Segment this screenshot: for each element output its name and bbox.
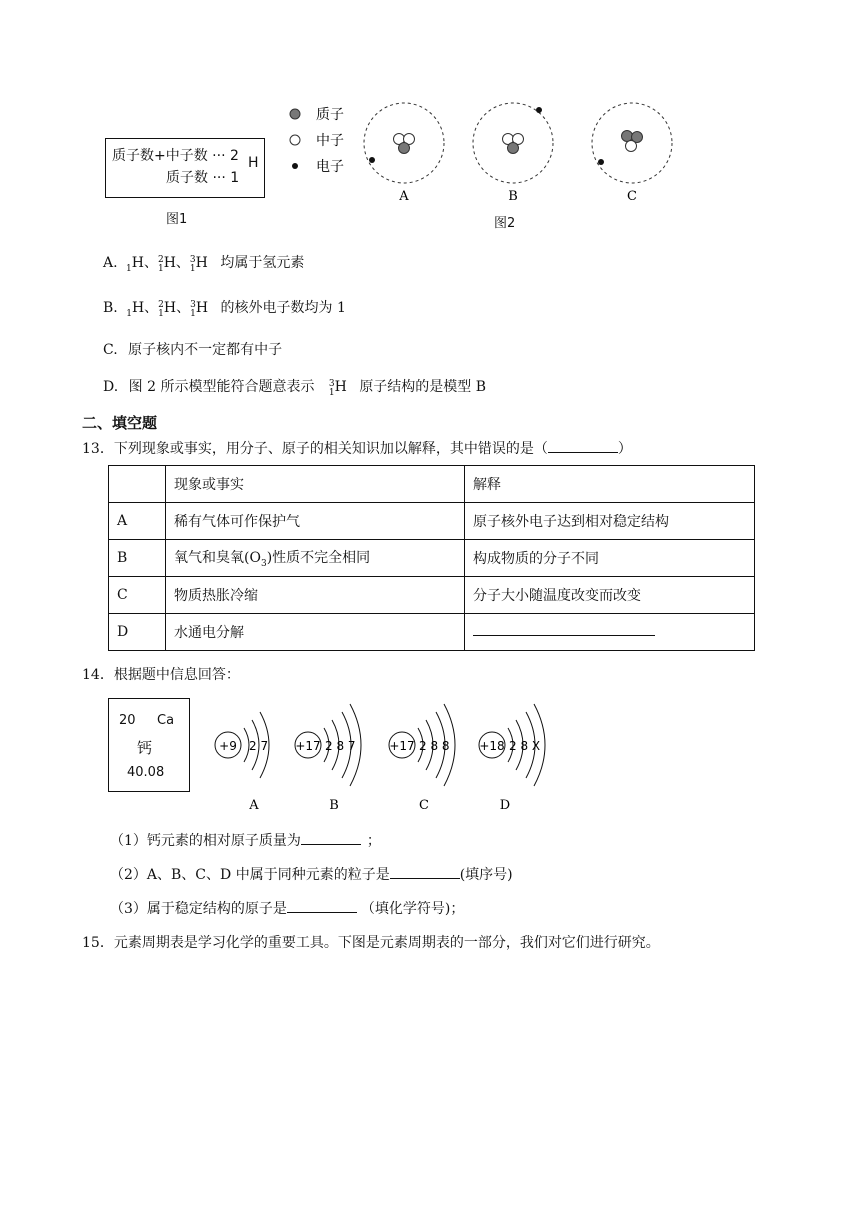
table-header-cell: [109, 466, 166, 503]
electron-legend-icon: [292, 163, 298, 169]
atomic-structures: [200, 690, 580, 810]
option-a-text: 均属于氢元素: [220, 255, 305, 271]
row-id: B: [109, 540, 166, 577]
answer-blank-14-1[interactable]: [301, 844, 361, 845]
answer-blank-13[interactable]: [548, 452, 618, 453]
structure-label-d: D: [499, 798, 511, 810]
element-card: [108, 698, 190, 792]
shell-electrons: 2 8 X: [509, 739, 541, 753]
figure-1-caption: 图1: [166, 212, 188, 227]
structure-c: [389, 704, 455, 810]
nucleus-charge: +9: [219, 739, 237, 753]
isotope-number: 1: [126, 309, 132, 319]
isotope-symbol: H: [131, 255, 144, 271]
isotope-number: 1: [189, 264, 196, 274]
nucleus-charge: +17: [295, 739, 321, 753]
atom-model-c: [592, 103, 672, 204]
row-id: A: [109, 503, 166, 540]
figure-1-symbol: H: [248, 155, 259, 171]
part-2-text: （2）A、B、C、D 中属于同种元素的粒子是: [110, 867, 390, 883]
separator: 、: [144, 300, 159, 316]
question-14-stem: 14．根据题中信息回答：: [82, 667, 240, 683]
option-c: [103, 339, 282, 359]
isotope-number: 1: [157, 264, 164, 274]
isotope-symbol: H: [163, 300, 177, 316]
atom-model-b: [473, 103, 553, 204]
question-14-part-3: [110, 898, 464, 918]
atomic-number: 20: [119, 713, 136, 728]
isotope-number: 1: [190, 309, 196, 319]
isotope-number: 1: [126, 264, 132, 274]
isotope-list: [126, 252, 208, 274]
option-b: [103, 297, 346, 319]
shell-electrons: 2 7: [249, 739, 269, 753]
shell-electrons: 2 8 8: [419, 739, 450, 753]
isotope-mass: 2: [158, 300, 164, 310]
element-symbol: Ca: [157, 713, 175, 728]
separator: 、: [175, 255, 190, 271]
table-header-cell: 现象或事实: [166, 466, 465, 503]
element-name: 钙: [137, 739, 153, 757]
row-fact: 稀有气体可作保护气: [166, 503, 465, 540]
part-1-end: ；: [366, 833, 381, 849]
table-row: [109, 577, 755, 614]
atom-model-a: [364, 103, 444, 204]
proton-legend-icon: [290, 109, 300, 119]
part-3-text: （3）属于稳定结构的原子是: [110, 901, 287, 917]
option-b-letter: B.: [103, 300, 118, 316]
isotope-symbol: H: [163, 255, 176, 271]
legend-proton-label: 质子: [316, 107, 344, 123]
structure-label-a: A: [249, 798, 259, 810]
figure-1: [105, 138, 265, 198]
row-explain: [465, 614, 755, 651]
question-15-stem: 15．元素周期表是学习化学的重要工具。下图是元素周期表的一部分，我们对它们进行研究。: [82, 935, 660, 951]
option-a-letter: A.: [103, 255, 118, 271]
separator: 、: [176, 300, 191, 316]
option-d: [103, 376, 486, 398]
option-d-letter: D.: [103, 379, 119, 395]
question-13-table: [108, 465, 755, 651]
row-fact: 水通电分解: [166, 614, 465, 651]
row-fact: [166, 540, 465, 577]
section-heading: 二、填空题: [82, 414, 158, 432]
fact-subscript: 3: [260, 558, 267, 569]
isotope-list: [126, 297, 208, 319]
table-header-cell: 解释: [465, 466, 755, 503]
atom-label-b: B: [508, 189, 518, 204]
row-id: C: [109, 577, 166, 614]
legend: [290, 107, 344, 175]
structure-label-b: B: [329, 798, 339, 810]
table-row: [109, 503, 755, 540]
part-3-end: （填化学符号)；: [360, 901, 465, 917]
isotope-symbol: H: [195, 300, 209, 316]
isotope-number: 1: [158, 309, 164, 319]
atom-label-a: A: [399, 189, 409, 204]
row-fact: 物质热胀冷缩: [166, 577, 465, 614]
row-id: D: [109, 614, 166, 651]
option-d-pre: 图 2 所示模型能符合题意表示: [128, 379, 315, 395]
answer-blank-13d[interactable]: [473, 635, 655, 636]
legend-electron-label: 电子: [316, 159, 344, 175]
atom-label-c: C: [627, 189, 637, 204]
option-d-post: 原子结构的是模型 B: [359, 379, 487, 395]
figure-1-line1: 质子数+中子数 ··· 2: [112, 148, 239, 164]
answer-blank-14-2[interactable]: [390, 878, 460, 879]
answer-blank-14-3[interactable]: [287, 912, 357, 913]
nucleus-charge: +18: [479, 739, 505, 753]
separator: 、: [143, 255, 158, 271]
isotope-symbol: H: [195, 255, 208, 271]
option-c-text: 原子核内不一定都有中子: [128, 342, 283, 358]
fact-text: 氧气和臭氧(O: [174, 550, 261, 567]
structure-b: [295, 704, 361, 810]
fact-text: )性质不完全相同: [266, 550, 371, 567]
isotope-number: 1: [328, 388, 335, 398]
part-2-end: (填序号): [459, 867, 513, 883]
question-14-part-1: [110, 830, 381, 850]
isotope-mass: 3: [328, 379, 335, 389]
nucleus-charge: +17: [389, 739, 415, 753]
table-header-row: [109, 466, 755, 503]
row-explain: 原子核外电子达到相对稳定结构: [465, 503, 755, 540]
isotope-mass: 3: [189, 255, 196, 265]
legend-neutron-label: 中子: [316, 133, 344, 149]
isotope-symbol: H: [334, 379, 347, 395]
figure-2: [280, 98, 680, 218]
row-explain: 分子大小随温度改变而改变: [465, 577, 755, 614]
structure-label-c: C: [419, 798, 429, 810]
option-c-letter: C.: [103, 342, 118, 358]
isotope-symbol: H: [131, 300, 145, 316]
atomic-mass: 40.08: [127, 765, 165, 780]
structure-d: [479, 704, 545, 810]
question-14-part-2: [110, 864, 513, 884]
row-explain: 构成物质的分子不同: [465, 540, 755, 577]
table-row: [109, 614, 755, 651]
neutron-legend-icon: [290, 135, 300, 145]
question-13-stem: [82, 438, 632, 458]
question-13-end: ）: [617, 441, 632, 457]
structure-a: [215, 712, 269, 810]
table-row: [109, 540, 755, 577]
part-1-text: （1）钙元素的相对原子质量为: [110, 833, 301, 849]
figure-1-line2: 质子数 ··· 1: [166, 170, 240, 186]
option-a: [103, 252, 304, 274]
shell-electrons: 2 8 7: [325, 739, 356, 753]
option-b-text: 的核外电子数均为 1: [220, 300, 346, 316]
question-13-text: 13．下列现象或事实，用分子、原子的相关知识加以解释，其中错误的是（: [82, 441, 548, 457]
figure-2-caption: 图2: [494, 216, 516, 231]
isotope-mass: 2: [157, 255, 164, 265]
isotope-mass: 3: [190, 300, 196, 310]
